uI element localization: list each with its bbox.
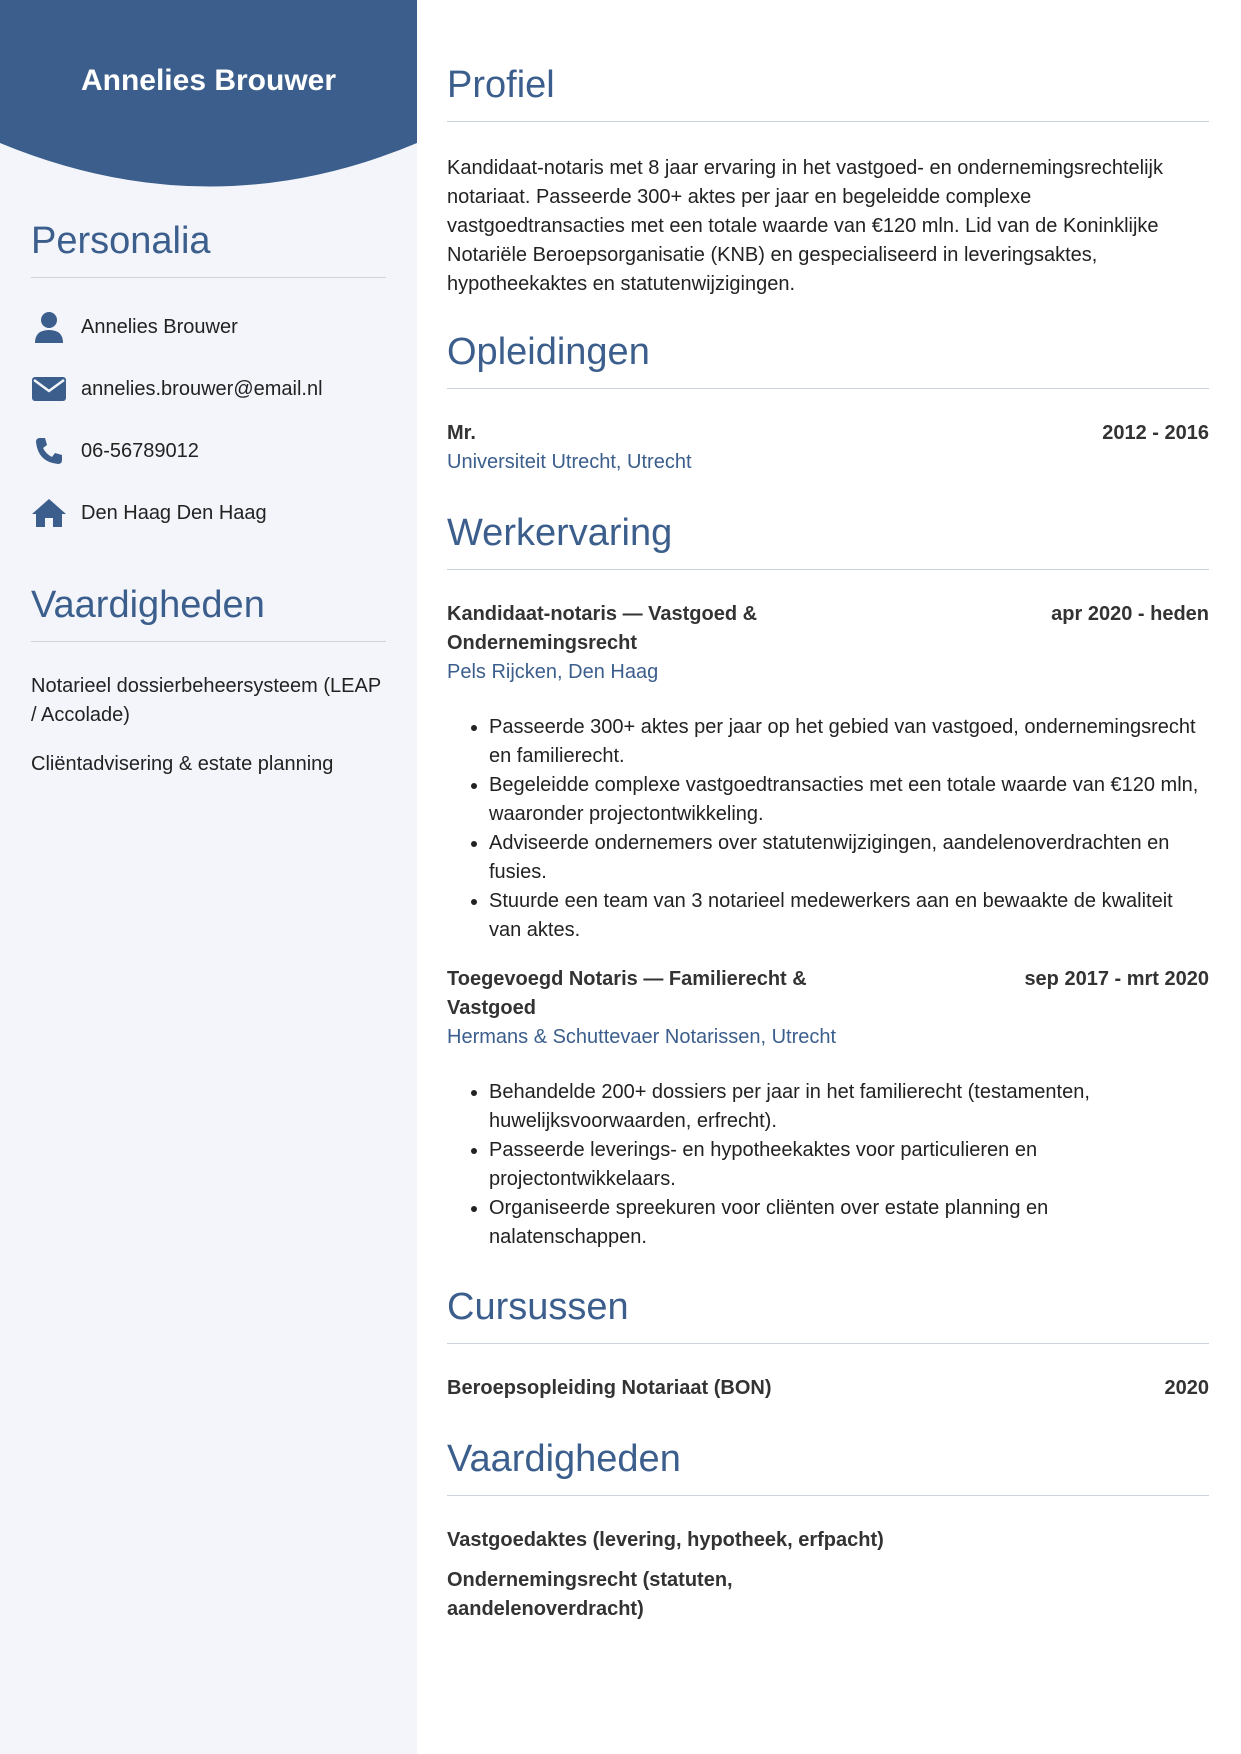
sidebar-skill-item: Cliëntadvisering & estate planning	[31, 753, 334, 775]
job-company: Pels Rijcken, Den Haag	[447, 661, 659, 683]
job-bullets	[447, 1078, 1209, 1252]
job-title: Kandidaat-notaris — Vastgoed & Ondernemingsrecht	[447, 603, 758, 654]
home-icon	[31, 495, 67, 531]
main-skills-title: Vaardigheden	[447, 1438, 1209, 1496]
main-skills-section	[447, 1438, 1209, 1624]
courses-section	[447, 1286, 1209, 1403]
contact-email	[31, 358, 386, 420]
job-company: Hermans & Schuttevaer Notarissen, Utrecht	[447, 1026, 837, 1048]
person-icon	[31, 309, 67, 345]
education-degree: Mr.	[447, 422, 476, 444]
job-dates: sep 2017 - mrt 2020	[1024, 968, 1209, 990]
education-title: Opleidingen	[447, 331, 1209, 389]
contact-name	[31, 296, 386, 358]
courses-title: Cursussen	[447, 1286, 1209, 1344]
job-entry-head	[447, 965, 1209, 1023]
job-bullet: • Passeerde 300+ aktes per jaar op het gebied van vastgoed, ondernemingsrecht en familierecht.	[489, 713, 1209, 771]
profile-text: Kandidaat-notaris met 8 jaar ervaring in het vastgoed- en ondernemingsrechtelijk notariaat. Passeerde 300+ aktes per jaar en begeleidde complexe vastgoedtransacties met een totale waarde van €120 mln. Lid van de Koninklijke Notariële Beroepsorganisatie (KNB) en gespecialiseerd in leveringsaktes, hypotheekaktes en statutenwijzigingen.	[447, 157, 1163, 295]
job-bullet: • Stuurde een team van 3 notarieel medewerkers aan en bewaakte de kwaliteit van aktes.	[489, 887, 1209, 945]
contact-name-text: Annelies Brouwer	[81, 315, 238, 338]
main-skill-item: Ondernemingsrecht (statuten, aandelenoverdracht)	[447, 1569, 733, 1620]
profile-title: Profiel	[447, 64, 1209, 122]
sidebar	[0, 0, 417, 1754]
sidebar-skill-list	[31, 672, 386, 779]
education-entry-head	[447, 419, 1209, 448]
course-entry	[447, 1374, 1209, 1403]
envelope-icon	[31, 371, 67, 407]
personalia-section	[31, 220, 386, 544]
job-title: Toegevoegd Notaris — Familierecht & Vastgoed	[447, 968, 807, 1019]
job-entry	[447, 965, 1209, 1252]
main-skill-list	[447, 1526, 1209, 1624]
job-bullet: • Adviseerde ondernemers over statutenwijzigingen, aandelenoverdrachten en fusies.	[489, 829, 1209, 887]
job-bullet: • Passeerde leverings- en hypotheekaktes voor particulieren en projectontwikkelaars.	[489, 1136, 1209, 1194]
experience-title: Werkervaring	[447, 512, 1209, 570]
phone-icon	[31, 433, 67, 469]
sidebar-skills-section	[31, 584, 386, 799]
contact-email-text[interactable]: annelies.brouwer@email.nl	[81, 377, 323, 400]
contact-address-text: Den Haag Den Haag	[81, 501, 267, 524]
education-section	[447, 331, 1209, 477]
contact-phone	[31, 420, 386, 482]
education-dates: 2012 - 2016	[1102, 422, 1209, 444]
job-bullet: • Begeleidde complexe vastgoedtransacties met een totale waarde van €120 mln, waaronder projectontwikkeling.	[489, 771, 1209, 829]
job-bullets	[447, 713, 1209, 945]
sidebar-skills-title: Vaardigheden	[31, 584, 386, 642]
profile-section	[447, 64, 1209, 299]
contact-phone-text[interactable]: 06-56789012	[81, 439, 199, 462]
job-entry	[447, 600, 1209, 945]
experience-section	[447, 512, 1209, 1252]
course-year: 2020	[1164, 1377, 1209, 1399]
education-entry	[447, 419, 1209, 477]
contact-list	[31, 296, 386, 544]
sidebar-header	[0, 0, 417, 190]
candidate-name: Annelies Brouwer	[80, 64, 337, 97]
sidebar-skill-item: Notarieel dossierbeheersysteem (LEAP / Accolade)	[31, 675, 381, 726]
personalia-title: Personalia	[31, 220, 386, 278]
job-bullet: • Behandelde 200+ dossiers per jaar in het familierecht (testamenten, huwelijksvoorwaarden, erfrecht).	[489, 1078, 1209, 1136]
main-skill-item: Vastgoedaktes (levering, hypotheek, erfpacht)	[447, 1529, 884, 1551]
course-name: Beroepsopleiding Notariaat (BON)	[447, 1377, 772, 1399]
job-bullet: • Organiseerde spreekuren voor cliënten over estate planning en nalatenschappen.	[489, 1194, 1209, 1252]
contact-address	[31, 482, 386, 544]
job-entry-head	[447, 600, 1209, 658]
education-institution: Universiteit Utrecht, Utrecht	[447, 451, 692, 473]
job-dates: apr 2020 - heden	[1051, 603, 1209, 625]
